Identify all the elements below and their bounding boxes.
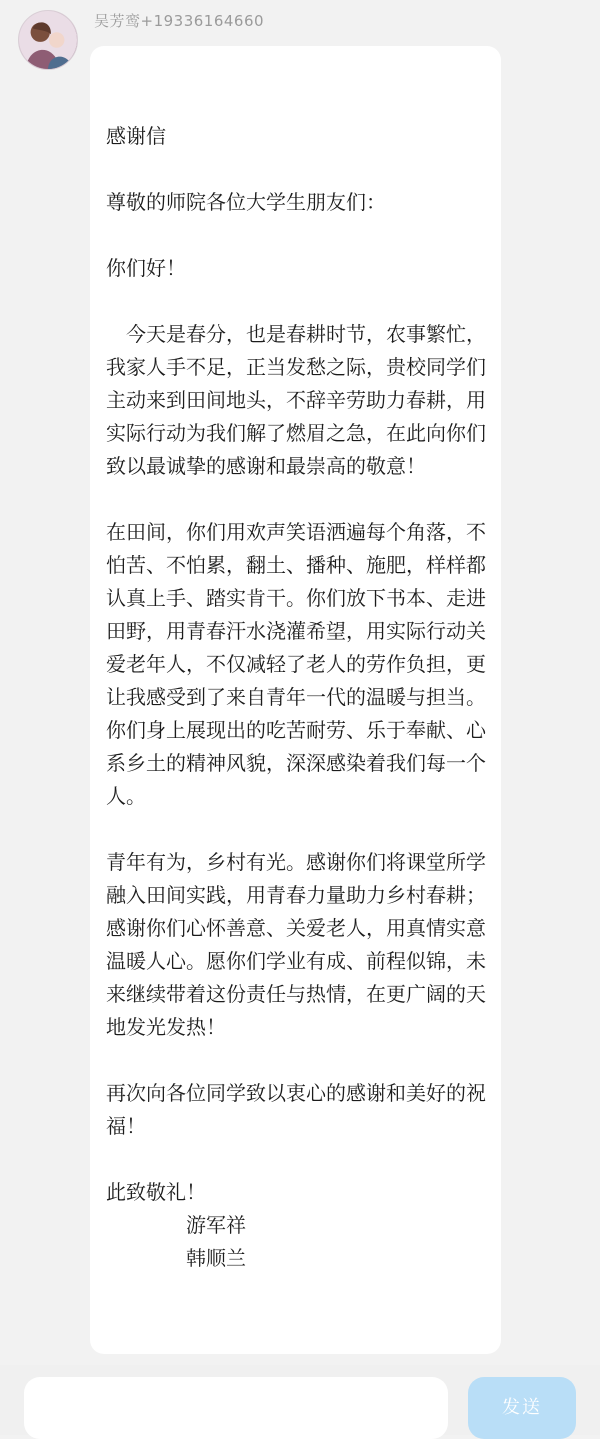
sender-name: 吴芳鸾+19336164660 xyxy=(94,12,265,30)
letter-content xyxy=(106,120,494,1275)
composer-bar xyxy=(0,1365,600,1435)
signature-block xyxy=(106,1209,494,1275)
avatar[interactable] xyxy=(18,10,78,70)
letter-paragraph-3: 青年有为，乡村有光。感谢你们将课堂所学融入田间实践，用青春力量助力乡村春耕；感谢你们心怀善意、关爱老人，用真情实意温暖人心。愿你们学业有成、前程似锦，未来继续带着这份责任与热情，在更广阔的天地发光发热！ xyxy=(106,850,486,1039)
signature-name: 韩顺兰 xyxy=(186,1246,246,1270)
letter-hello: 你们好！ xyxy=(106,256,186,280)
message-bubble[interactable] xyxy=(90,46,501,1354)
avatar-image xyxy=(19,11,77,69)
send-button[interactable]: 发送 xyxy=(468,1377,576,1439)
letter-title: 感谢信 xyxy=(106,124,166,148)
letter-paragraph-1: 今天是春分，也是春耕时节，农事繁忙，我家人手不足，正当发愁之际，贵校同学们主动来到田间地头，不辞辛劳助力春耕，用实际行动为我们解了燃眉之急，在此向你们致以最诚挚的感谢和最崇高的敬意！ xyxy=(106,322,486,478)
letter-paragraph-4: 再次向各位同学致以衷心的感谢和美好的祝福！ xyxy=(106,1081,486,1138)
letter-paragraph-2: 在田间，你们用欢声笑语洒遍每个角落，不怕苦、不怕累，翻土、播种、施肥，样样都认真上手、踏实肯干。你们放下书本、走进田野，用青春汗水浇灌希望，用实际行动关爱老年人，不仅减轻了老人的劳作负担，更让我感受到了来自青年一代的温暖与担当。你们身上展现出的吃苦耐劳、乐于奉献、心系乡土的精神风貌，深深感染着我们每一个人。 xyxy=(106,520,486,808)
letter-closing: 此致敬礼！ xyxy=(106,1180,206,1204)
message-input[interactable] xyxy=(24,1377,448,1439)
signature-name: 游军祥 xyxy=(186,1213,246,1237)
letter-greeting: 尊敬的师院各位大学生朋友们： xyxy=(106,190,386,214)
